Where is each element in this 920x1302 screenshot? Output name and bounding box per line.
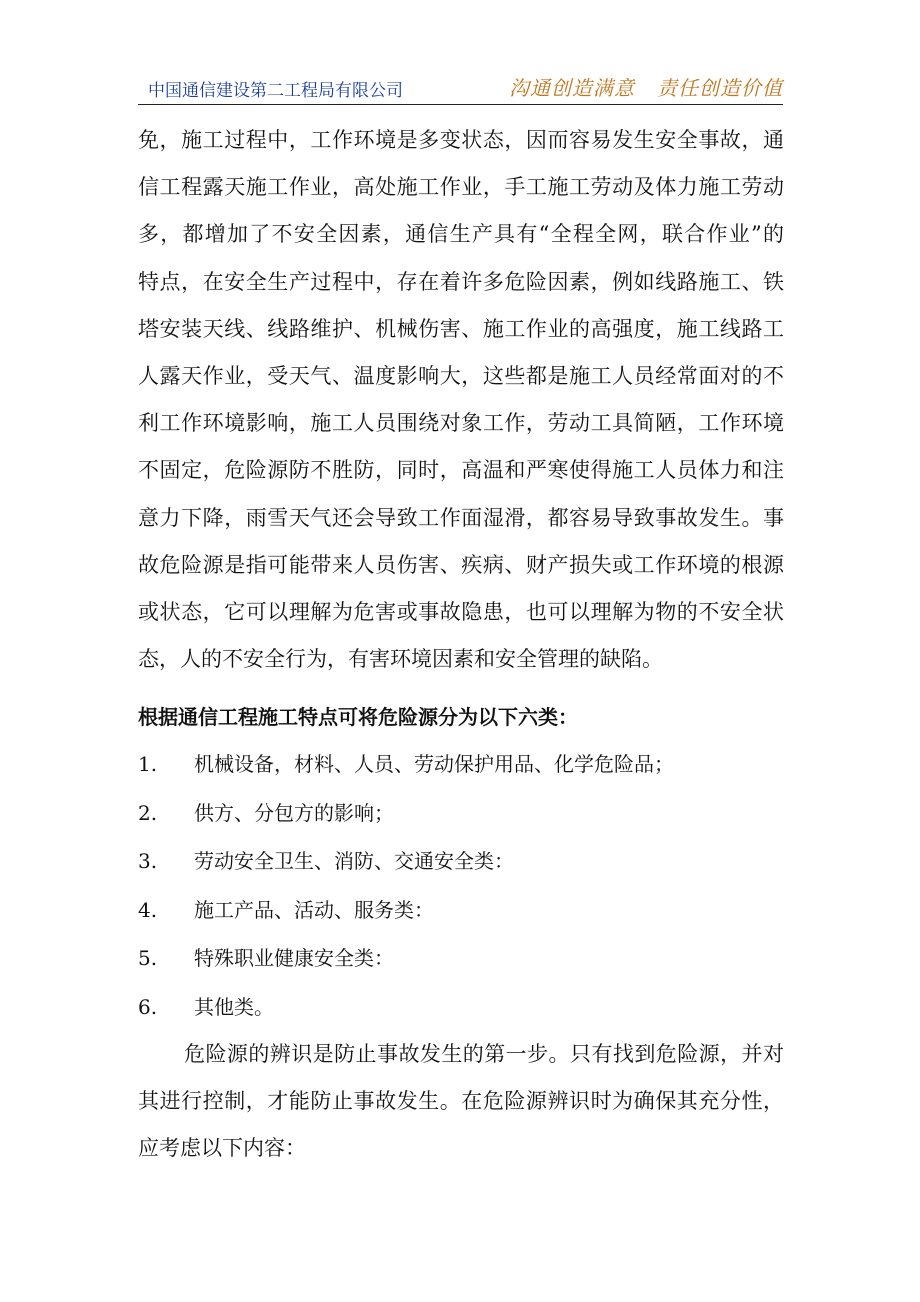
company-slogan xyxy=(509,72,783,101)
list-item xyxy=(138,934,784,983)
list-item xyxy=(138,983,784,1032)
list-item-text: 供方、分包方的影响； xyxy=(194,800,394,825)
company-name: 中国通信建设第二工程局有限公司 xyxy=(148,81,403,101)
text-line: 多，都增加了不安全因素，通信生产具有“全程全网，联合作业”的 xyxy=(138,222,784,247)
text-line: 人露天作业，受天气、温度影响大，这些都是施工人员经常面对的不 xyxy=(138,363,784,388)
list-item-text: 机械设备，材料、人员、劳动保护用品、化学危险品； xyxy=(194,752,674,776)
text-line: 不固定，危险源防不胜防，同时，高温和严寒使得施工人员体力和注 xyxy=(138,458,784,483)
list-item-text: 特殊职业健康安全类： xyxy=(194,946,394,970)
text-line: 应考虑以下内容： xyxy=(138,1136,306,1161)
text-line: 态，人的不安全行为，有害环境因素和安全管理的缺陷。 xyxy=(138,647,663,672)
list-item-text: 其他类。 xyxy=(194,994,274,1019)
list-item-number: 5. xyxy=(138,946,158,970)
hazard-category-list xyxy=(138,740,784,1031)
list-item-number: 4. xyxy=(138,897,158,922)
list-item xyxy=(138,837,784,886)
text-line: 或状态，它可以理解为危害或事故隐患，也可以理解为物的不安全状 xyxy=(138,599,784,624)
list-item xyxy=(138,740,784,789)
list-item-number: 1. xyxy=(138,752,158,776)
text-line: 危险源的辨识是防止事故发生的第一步。只有找到危险源，并对 xyxy=(184,1042,784,1066)
text-line: 意力下降，雨雪天气还会导致工作面湿滑，都容易导致事故发生。事 xyxy=(138,505,784,530)
list-item-text: 施工产品、活动、服务类： xyxy=(194,897,434,922)
slogan-part-1: 沟通创造满意 xyxy=(509,76,635,100)
text-line: 利工作环境影响，施工人员围绕对象工作，劳动工具简陋，工作环境 xyxy=(138,411,784,436)
slogan-part-2: 责任创造价值 xyxy=(657,76,783,100)
section-heading: 根据通信工程施工特点可将危险源分为以下六类： xyxy=(138,705,578,729)
closing-paragraph xyxy=(138,1031,784,1173)
page-header xyxy=(138,70,783,105)
text-line: 其进行控制，才能防止事故发生。在危险源辨识时为确保其充分性， xyxy=(138,1089,784,1114)
list-item-text: 劳动安全卫生、消防、交通安全类： xyxy=(194,849,514,873)
text-line: 特点，在安全生产过程中，存在着许多危险因素，例如线路施工、铁 xyxy=(138,269,784,294)
list-item xyxy=(138,886,784,935)
text-line: 免，施工过程中，工作环境是多变状态，因而容易发生安全事故，通 xyxy=(138,128,784,152)
intro-paragraph xyxy=(138,117,784,683)
text-line: 信工程露天施工作业，高处施工作业，手工施工劳动及体力施工劳动 xyxy=(138,175,784,200)
text-line: 塔安装天线、线路维护、机械伤害、施工作业的高强度，施工线路工 xyxy=(138,316,784,341)
text-line: 故危险源是指可能带来人员伤害、疾病、财产损失或工作环境的根源 xyxy=(138,552,784,577)
list-item-number: 6. xyxy=(138,994,158,1019)
list-item xyxy=(138,789,784,838)
list-item-number: 2. xyxy=(138,800,158,825)
list-item-number: 3. xyxy=(138,849,158,873)
